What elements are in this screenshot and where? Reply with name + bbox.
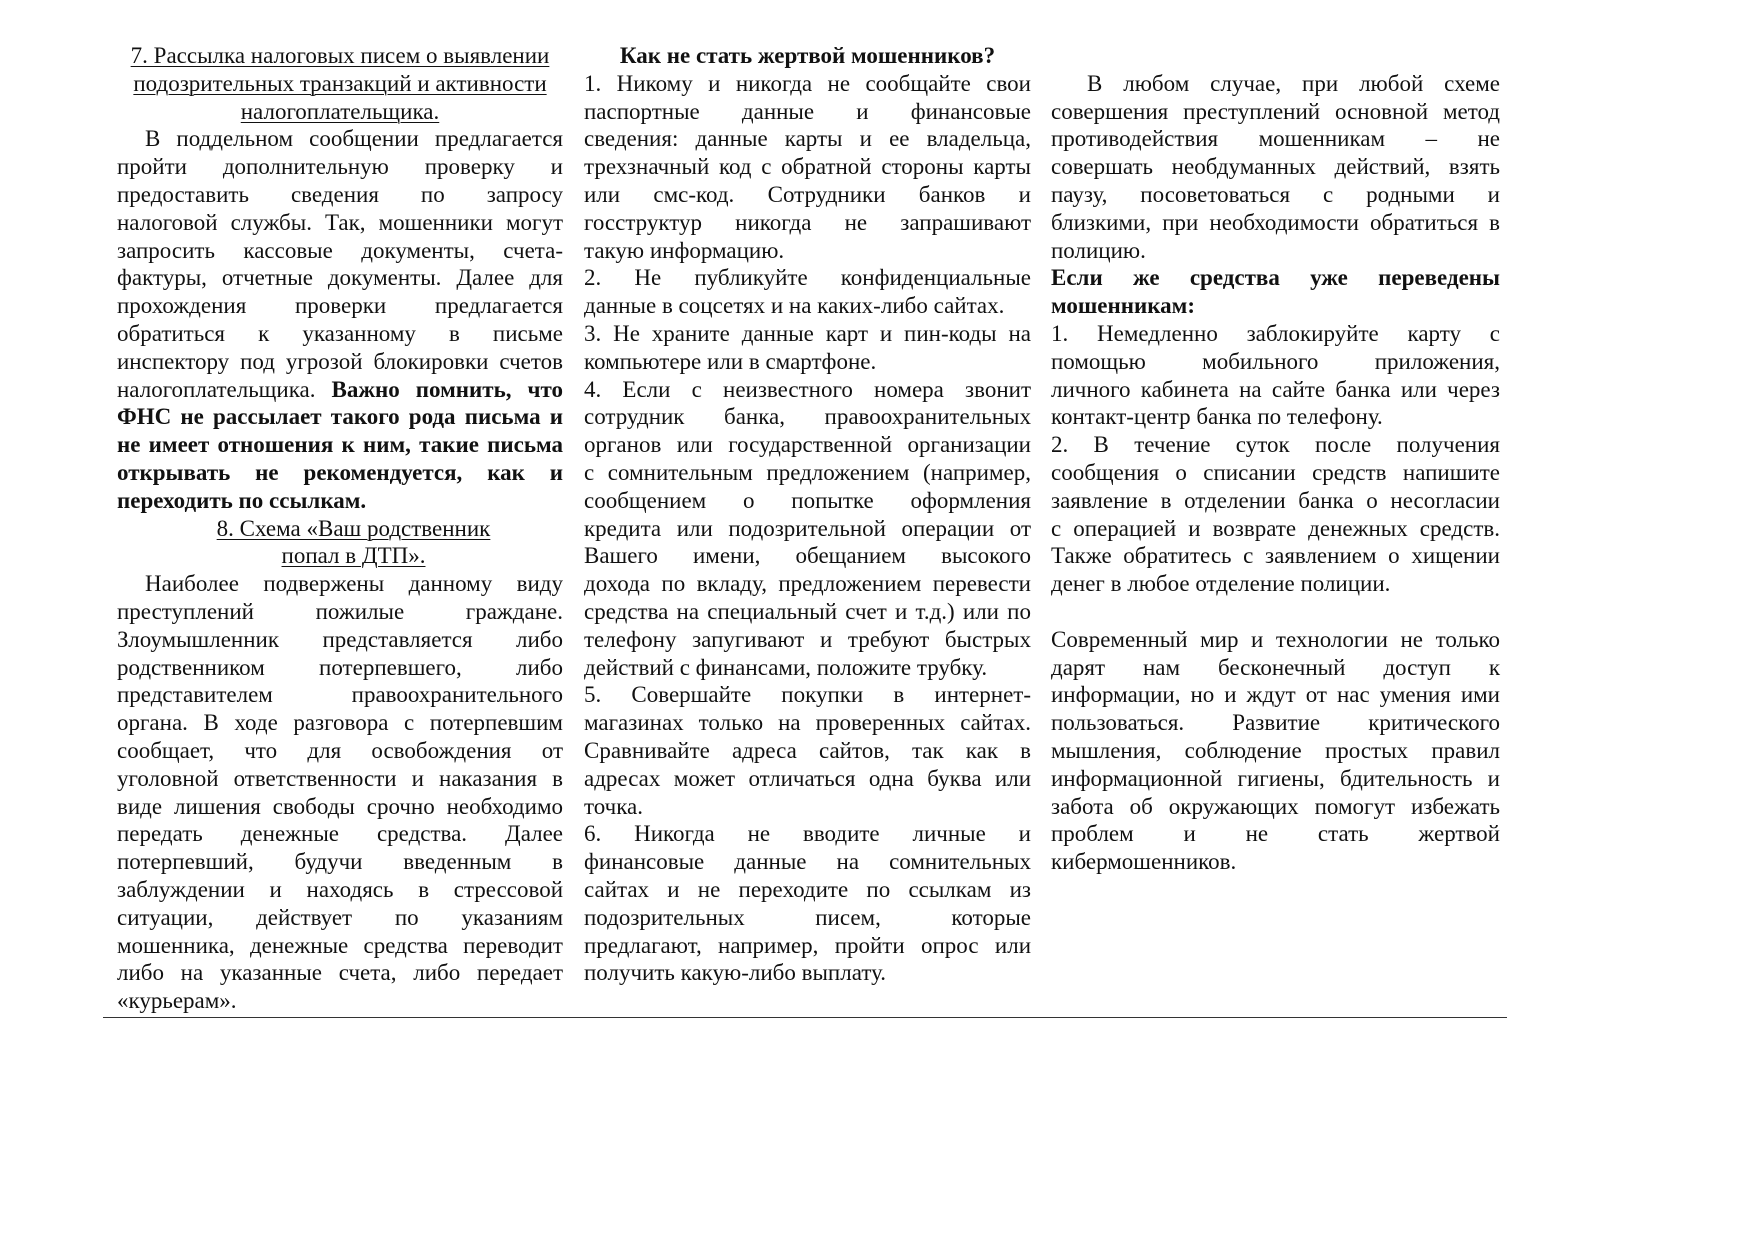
text-line: сайтах и не переходите по ссылкам из [584, 876, 1031, 902]
text-line: либо на указанные счета, либо передает [117, 960, 563, 986]
text-line: Злоумышленник представляется либо [117, 626, 563, 652]
text-line: финансовые данные на сомнительных [584, 849, 1031, 875]
text-line: передать денежные средства. Далее [117, 821, 563, 847]
text-line: близкими, при необходимости обратиться в [1051, 209, 1500, 235]
text-line: такую информацию. [584, 237, 785, 263]
step-1 [1051, 320, 1500, 431]
text-line: совершения преступлений основной метод [1051, 98, 1500, 124]
text-line: противодействия мошенникам – не [1051, 126, 1500, 152]
text-line: заявление в отделении банка о несогласии [1051, 487, 1500, 513]
tip-6 [584, 820, 1031, 987]
text-line: данные в соцсетях и на каких-либо сайтах. [584, 293, 1005, 319]
text-line: компьютере или в смартфоне. [584, 348, 877, 374]
heading-line: подозрительных транзакций и активности [133, 70, 547, 96]
text-line: забота об окружающих помогут избежать [1051, 793, 1500, 819]
scheme-8-text [117, 570, 563, 1015]
text-line: 3. Не храните данные карт и пин-коды на [584, 320, 1031, 346]
text-line: с сомнительным предложением (например, [584, 459, 1031, 485]
text-line: предлагают, например, пройти опрос или [584, 932, 1031, 958]
emphasis-text: открывать не рекомендуется, как и [117, 459, 563, 485]
text-line: проблем и не стать жертвой [1051, 821, 1500, 847]
emphasis-text: Важно помнить, что [331, 376, 563, 402]
text-line: обратиться к указанному в письме [117, 320, 563, 346]
text-line: дарят нам бесконечный доступ к [1051, 654, 1500, 680]
funds-transferred-heading [1051, 264, 1500, 320]
text-line: ситуации, действует по указаниям [117, 904, 563, 930]
text-line: прохождения проверки предлагается [117, 293, 563, 319]
text-line: точка. [584, 793, 644, 819]
text-line: паспортные данные и финансовые [584, 98, 1031, 124]
tips-title: Как не стать жертвой мошенников? [619, 43, 996, 68]
heading-line: 7. Рассылка налоговых писем о выявлении [130, 43, 550, 68]
text-line: 2. В течение суток после получения [1051, 432, 1500, 458]
text-line: денег в любое отделение полиции. [1051, 571, 1391, 597]
emphasis-text: не имеет отношения к ним, такие письма [117, 432, 563, 458]
paragraph-spacer [1051, 598, 1500, 626]
text-line: 2. Не публикуйте конфиденциальные [584, 265, 1031, 291]
text-line: госструктур никогда не запрашивают [584, 209, 1031, 235]
text-line: пользоваться. Развитие критического [1051, 710, 1500, 736]
text-line: виде лишения свободы срочно необходимо [117, 793, 563, 819]
text-line: сведения: данные карты и ее владельца, [584, 126, 1031, 152]
text-line: полицию. [1051, 237, 1146, 263]
text-line [117, 459, 563, 487]
text-line: налоговой службы. Так, мошенники могут [117, 209, 563, 235]
tip-2 [584, 264, 1031, 320]
step-2 [1051, 431, 1500, 598]
text-line: Современный мир и технологии не только [1051, 626, 1500, 652]
text-segment: налогоплательщика. [117, 376, 332, 402]
text-line: инспектору под угрозой блокировки счетов [117, 348, 563, 374]
text-line: дохода по вкладу, предложением перевести [584, 571, 1031, 597]
text-line: информации, но и ждут от нас умения ими [1051, 682, 1500, 708]
text-line: телефону запугивают и требуют быстрых [584, 626, 1031, 652]
text-line: сотрудник банка, правоохранительных [584, 404, 1031, 430]
text-line: личного кабинета на сайте банка или через [1051, 376, 1500, 402]
scheme-7-heading [117, 42, 563, 125]
text-line: Также обратитесь с заявлением о хищении [1051, 543, 1500, 569]
text-line: В поддельном сообщении предлагается [145, 126, 563, 152]
text-line: или смс-код. Сотрудники банков и [584, 181, 1031, 207]
tip-3 [584, 320, 1031, 376]
bottom-rule [103, 1017, 1507, 1018]
text-line: «курьерам». [117, 988, 237, 1014]
text-line: преступлений пожилые граждане. [117, 598, 563, 624]
text-line: Наиболее подвержены данному виду [145, 571, 563, 597]
text-line: помощью мобильного приложения, [1051, 348, 1500, 374]
text-line: паузу, посоветоваться с родными и [1051, 181, 1500, 207]
text-line: фактуры, отчетные документы. Далее для [117, 265, 563, 291]
tip-5 [584, 681, 1031, 820]
text-line: 1. Немедленно заблокируйте карту с [1051, 320, 1500, 346]
text-line: пройти дополнительную проверку и [117, 154, 563, 180]
text-line [117, 431, 563, 459]
heading-line: попал в ДТП». [281, 543, 426, 569]
text-line: предоставить сведения по запросу [117, 181, 563, 207]
heading-line: мошенникам: [1051, 293, 1195, 319]
text-line: с операцией и возврате денежных средств. [1051, 515, 1500, 541]
text-line: кредита или подозрительной операции от [584, 515, 1031, 541]
text-line [117, 376, 563, 404]
heading-line: 8. Схема «Ваш родственник [216, 515, 491, 541]
text-line: совершать необдуманных действий, взять [1051, 154, 1500, 180]
text-line: контакт-центр банка по телефону. [1051, 404, 1383, 430]
text-line: заблуждении и находясь в стрессовой [117, 876, 563, 902]
text-line: информационной гигиены, бдительность и [1051, 765, 1500, 791]
text-line: получить какую-либо выплату. [584, 960, 887, 986]
text-line: запросить кассовые документы, счета- [117, 237, 563, 263]
text-line: мышления, соблюдение простых правил [1051, 737, 1500, 763]
emphasis-text: переходить по ссылкам. [117, 487, 367, 513]
tip-4 [584, 376, 1031, 682]
text-line: Вашего имени, обещанием высокого [584, 543, 1031, 569]
text-line: 6. Никогда не вводите личные и [584, 821, 1031, 847]
text-line: сообщением о попытке оформления [584, 487, 1031, 513]
text-line: органов или государственной организации [584, 432, 1031, 458]
text-line: В любом случае, при любой схеме [1087, 70, 1500, 96]
text-line: подозрительных писем, которые [584, 904, 1031, 930]
text-line: кибермошенников. [1051, 849, 1237, 875]
scheme-7-text [117, 125, 563, 514]
text-line: трехзначный код с обратной стороны карты [584, 154, 1031, 180]
text-line [117, 403, 563, 431]
column-right [1051, 70, 1500, 876]
emphasis-text: ФНС не рассылает такого рода письма и [117, 404, 563, 430]
text-line: сообщает, что для освобождения от [117, 737, 563, 763]
text-line: магазинах только на проверенных сайтах. [584, 710, 1031, 736]
text-line: 4. Если с неизвестного номера звонит [584, 376, 1031, 402]
text-line: органа. В ходе разговора с потерпевшим [117, 710, 563, 736]
heading-line: налогоплательщика. [240, 98, 440, 124]
heading-line: Если же средства уже переведены [1051, 265, 1500, 291]
conclusion-paragraph [1051, 626, 1500, 876]
text-line: 1. Никому и никогда не сообщайте свои [584, 70, 1031, 96]
text-line: Сравнивайте адреса сайтов, так как в [584, 737, 1031, 763]
text-line: адресах может отличаться одна буква или [584, 765, 1031, 791]
text-line: потерпевший, будучи введенным в [117, 849, 563, 875]
advice-paragraph [1051, 70, 1500, 265]
column-middle [584, 42, 1031, 987]
text-line: представителем правоохранительного [117, 682, 563, 708]
text-line [117, 487, 563, 515]
text-line: средства на специальный счет и т.д.) или по [584, 598, 1031, 624]
text-line: мошенника, денежные средства переводит [117, 932, 563, 958]
tip-1 [584, 70, 1031, 265]
column-left [117, 42, 563, 1015]
text-line: действий с финансами, положите трубку. [584, 654, 988, 680]
text-line: уголовной ответственности и наказания в [117, 765, 563, 791]
text-line: 5. Совершайте покупки в интернет- [584, 682, 1031, 708]
text-line: родственником потерпевшего, либо [117, 654, 563, 680]
text-line: сообщения о списании средств напишите [1051, 459, 1500, 485]
scheme-8-heading [117, 515, 563, 571]
